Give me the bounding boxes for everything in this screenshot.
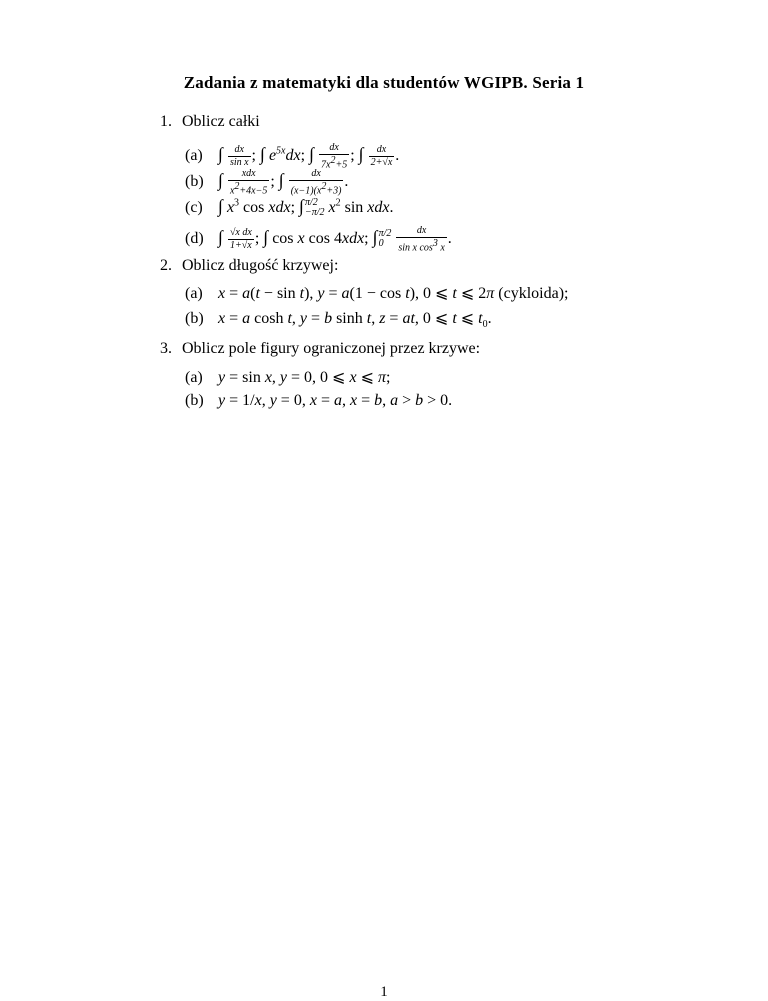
item-note: (cykloida); [498,285,569,302]
problem-text: Oblicz długość krzywej: [182,257,339,274]
formula: x = a(t − sin t), y = a(1 − cos t), 0 ⩽ t ⩽ 2π [218,285,495,302]
problem-2 [160,257,338,275]
problem-number: 3. [160,340,172,357]
problem-2-item-a [185,283,569,303]
problem-text: Oblicz pole figury ograniczonej przez krzywe: [182,340,481,357]
item-label: (b) [185,310,204,327]
problem-3-item-a [185,367,390,387]
formula: x = a cosh t, y = b sinh t, z = at, 0 ⩽ t ⩽ $t_0$. [218,310,492,331]
item-label: (c) [185,199,203,216]
problem-1-item-b [185,168,348,196]
problem-1-item-a [185,142,399,170]
formula: y = sin x, y = 0, 0 ⩽ x ⩽ π; [218,369,391,386]
formula: ∫ $\frac{dx}{\text{sin x}}$ ; ∫ $e^{5x}dx$; ∫ $\frac{dx}{7x^2+5}$ ; ∫ $\frac{dx}{2+√x}$ . [218,142,400,170]
problem-1 [160,113,260,131]
item-label: (b) [185,392,204,409]
page-title: Zadania z matematyki dla studentów WGIPB. Seria 1 [183,73,585,92]
item-label: (b) [185,172,204,190]
problem-number: 1. [160,113,172,130]
formula: ∫ $\frac{\text{xdx}}{x^2+4x-5}$ ; ∫ $\frac{dx}{(x-1)(x^2+3)}$ . [218,168,349,196]
problem-3-item-b [185,392,452,410]
formula: ∫ $x^3$ cos xdx; ∫ π/2 −π/2 $x^2$ sin xdx. [218,196,394,219]
problem-text: Oblicz całki [182,113,260,130]
problem-2-item-b [185,308,492,330]
formula: ∫ $\frac{\text{√x dx}}{1+√x}$ ; ∫ cos x cos 4xdx; ∫ π/2 0 $\frac{dx}{\sin x \cos^3 x}$ . [218,225,452,253]
item-label: (a) [185,369,203,386]
problem-1-item-c [185,196,394,218]
page-number: 1 [380,984,388,1000]
problem-1-item-d [185,225,452,253]
item-label: (a) [185,146,203,164]
problem-number: 2. [160,257,172,274]
item-label: (d) [185,229,204,247]
item-label: (a) [185,285,203,302]
problem-3 [160,340,480,358]
formula: y = 1/x, y = 0, x = a, x = b, a > b > 0. [218,392,453,409]
